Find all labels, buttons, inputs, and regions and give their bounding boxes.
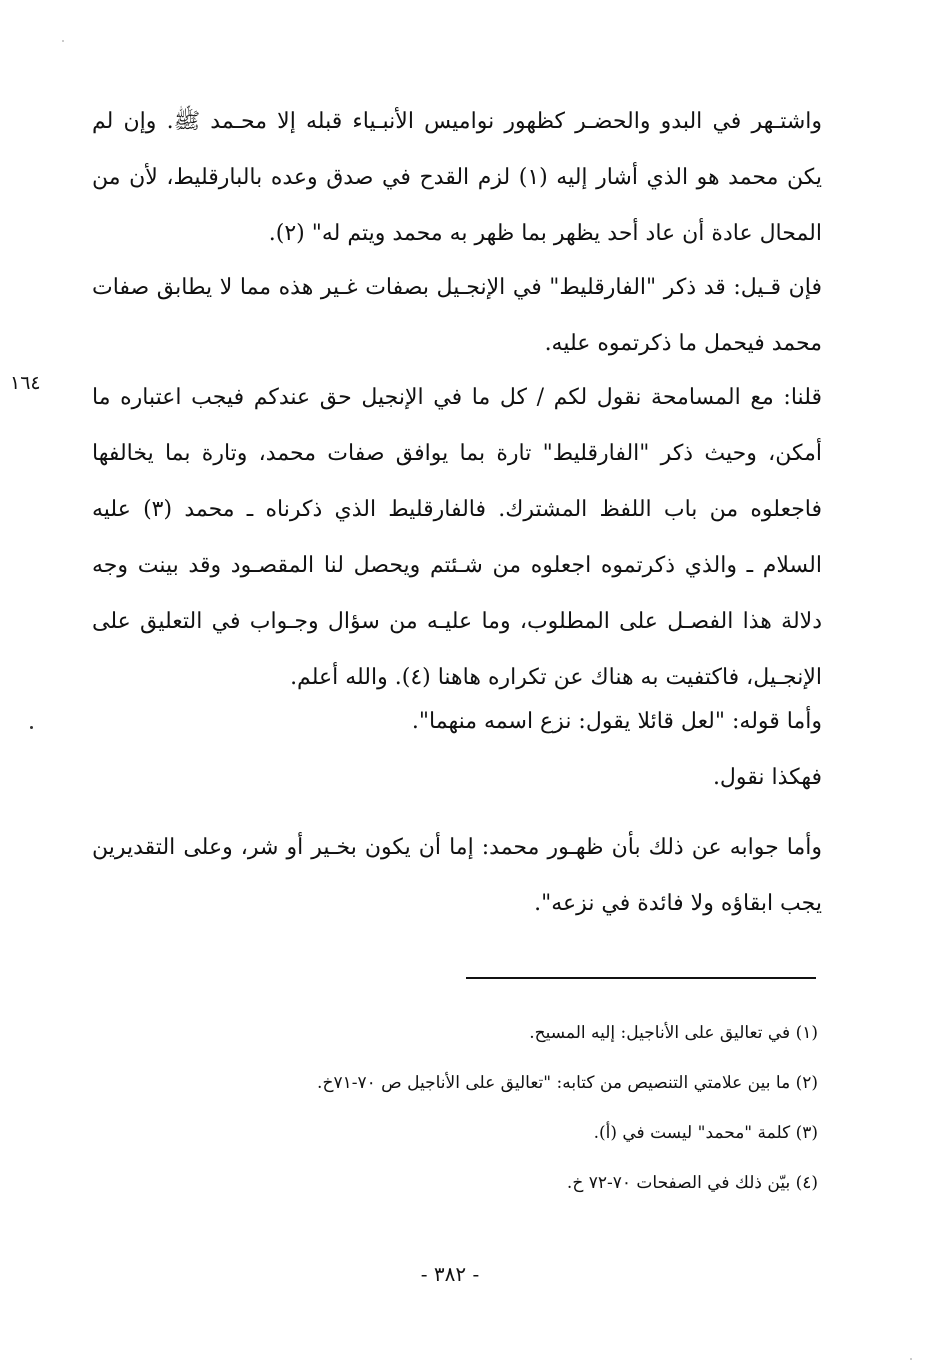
paragraph-2: فإن قـيل: قد ذكر "الفارقليط" في الإنجـيل بصفات غـير هذه مما لا يطابق صفات محمد فيحمل ما ذكرتموه عليه. <box>92 275 822 356</box>
margin-folio-number: ١٦٤ <box>10 372 41 394</box>
scan-speck <box>910 1358 912 1360</box>
paragraph-6: وأما جوابه عن ذلك بأن ظهـور محمد: إما أن يكون بخـير أو شر، وعلى التقديرين يجب ابقاؤه ولا فائدة في نزعه". <box>92 835 822 916</box>
scan-speck <box>62 40 64 42</box>
paragraph-5: فهكذا نقول. <box>712 765 822 790</box>
page-number: - ٣٨٢ - <box>420 1262 480 1286</box>
paragraph-1: واشتـهر في البدو والحضـر كظهور نواميس الأنبـياء قبله إلا محـمد ﷺ. وإن لم يكن محمد هو الذي أشار إليه (١) لزم القدح في صدق وعده بالبارقليط، لأن من المحال عادة أن عاد أحد يظهر بما ظهر به محمد ويتم له" (٢). <box>92 109 822 246</box>
footnote-divider <box>466 977 816 979</box>
footnote-1: (١) في تعاليق على الأناجيل: إليه المسيح. <box>529 1023 818 1043</box>
footnote-4: (٤) بيّن ذلك في الصفحات ٧٠-٧٢ خ. <box>566 1173 818 1193</box>
paragraph-4: وأما قوله: "لعل قائلا يقول: نزع اسمه منهما". <box>411 709 822 734</box>
footnote-2: (٢) ما بين علامتي التنصيص من كتابه: "تعاليق على الأناجيل ص ٧٠-٧١خ. <box>317 1073 818 1093</box>
paragraph-3: قلنا: مع المسامحة نقول لكم / كل ما في الإنجيل حق عندكم فيجب اعتباره ما أمكن، وحيث ذكر "الفارقليط" تارة بما يوافق صفات محمد، وتارة بما يخالفها فاجعلوه من باب اللفظ المشترك. فالفارقليط الذي ذكرناه ـ محمد (٣) عليه السلام ـ والذي ذكرتموه اجعلوه من شـئتم ويحصل لنا المقصـود وقد بينت وجه دلالة هذا الفصـل على المطلوب، وما عليـه من سؤال وجـواب في التعليق على الإنجـيل، فاكتفيت به هناك عن تكراره هاهنا (٤). والله أعلم. <box>92 385 823 690</box>
footnotes <box>118 1008 818 1208</box>
footnote-3: (٣) كلمة "محمد" ليست في (أ). <box>593 1123 818 1143</box>
margin-mark <box>30 726 33 729</box>
